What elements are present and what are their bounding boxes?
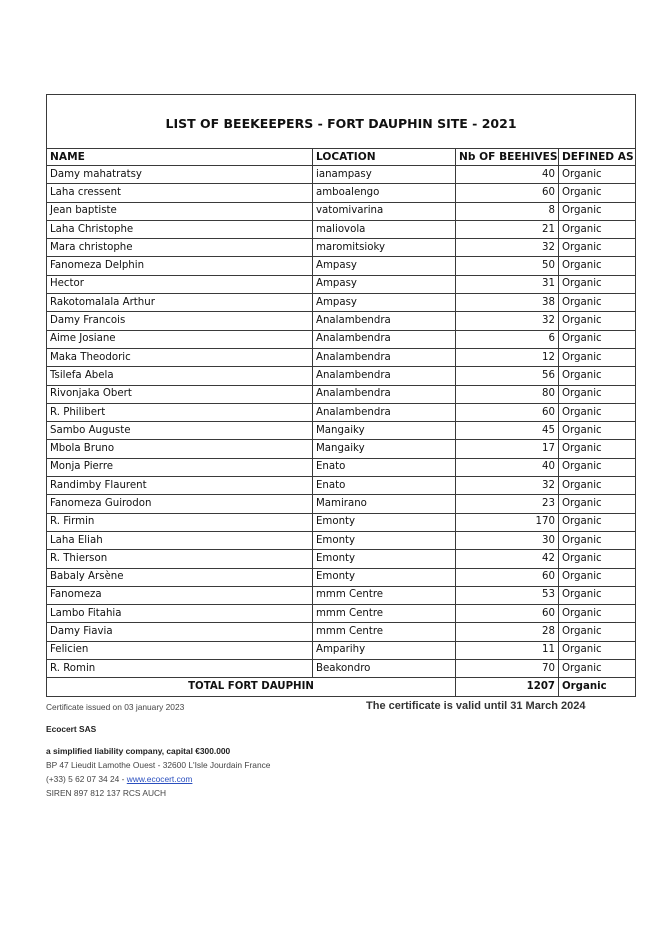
company-phone: (+33) 5 62 07 34 24 -	[46, 774, 127, 784]
cell-location: Emonty	[313, 550, 456, 568]
cell-defined-as: Organic	[559, 330, 636, 348]
table-row	[47, 348, 636, 366]
table-row	[47, 220, 636, 238]
issue-date: Certificate issued on 03 january 2023	[46, 702, 185, 712]
cell-beehives: 17	[456, 440, 559, 458]
cell-defined-as: Organic	[559, 422, 636, 440]
company-name: Ecocert SAS	[46, 724, 97, 734]
cell-location: Mangaiky	[313, 422, 456, 440]
cell-location: Mamirano	[313, 495, 456, 513]
table-row	[47, 239, 636, 257]
cell-name: Fanomeza Guirodon	[47, 495, 313, 513]
cell-defined-as: Organic	[559, 257, 636, 275]
cell-location: Emonty	[313, 531, 456, 549]
cell-beehives: 30	[456, 531, 559, 549]
table-row	[47, 458, 636, 476]
cell-beehives: 56	[456, 367, 559, 385]
table-row	[47, 568, 636, 586]
cell-defined-as: Organic	[559, 294, 636, 312]
cell-location: mmm Centre	[313, 605, 456, 623]
cell-location: Amparihy	[313, 641, 456, 659]
company-contact	[46, 772, 270, 786]
table-row	[47, 495, 636, 513]
cell-beehives: 32	[456, 312, 559, 330]
table-row	[47, 422, 636, 440]
cell-name: Mbola Bruno	[47, 440, 313, 458]
issuer-info	[46, 700, 270, 800]
cell-defined-as: Organic	[559, 312, 636, 330]
cell-name: R. Thierson	[47, 550, 313, 568]
cell-name: Laha Christophe	[47, 220, 313, 238]
cell-defined-as: Organic	[559, 531, 636, 549]
cell-name: Aime Josiane	[47, 330, 313, 348]
column-header-beehives: Nb OF BEEHIVES	[456, 149, 559, 166]
cell-beehives: 38	[456, 294, 559, 312]
table-row	[47, 586, 636, 604]
cell-location: Enato	[313, 458, 456, 476]
cell-beehives: 21	[456, 220, 559, 238]
table-row	[47, 440, 636, 458]
beekeepers-table	[46, 94, 636, 697]
table-title: LIST OF BEEKEEPERS - FORT DAUPHIN SITE - 2021	[47, 95, 636, 149]
cell-beehives: 80	[456, 385, 559, 403]
cell-name: Sambo Auguste	[47, 422, 313, 440]
table-row	[47, 605, 636, 623]
cell-location: ianampasy	[313, 166, 456, 184]
cell-defined-as: Organic	[559, 239, 636, 257]
cell-name: Damy mahatratsy	[47, 166, 313, 184]
cell-name: Damy Francois	[47, 312, 313, 330]
table-row	[47, 513, 636, 531]
cell-beehives: 60	[456, 403, 559, 421]
cell-defined-as: Organic	[559, 184, 636, 202]
cell-defined-as: Organic	[559, 605, 636, 623]
cell-location: Emonty	[313, 513, 456, 531]
total-defined-as: Organic	[559, 678, 636, 696]
table-row	[47, 550, 636, 568]
cell-beehives: 170	[456, 513, 559, 531]
table-row	[47, 660, 636, 678]
cell-defined-as: Organic	[559, 275, 636, 293]
validity-statement: The certificate is valid until 31 March 2024	[366, 700, 586, 712]
cell-name: R. Romin	[47, 660, 313, 678]
company-address: BP 47 Lieudit Lamothe Ouest - 32600 L'Isle Jourdain France	[46, 760, 271, 770]
cell-name: Laha cressent	[47, 184, 313, 202]
cell-name: Felicien	[47, 641, 313, 659]
table-row	[47, 275, 636, 293]
cell-location: Analambendra	[313, 367, 456, 385]
cell-name: Hector	[47, 275, 313, 293]
cell-beehives: 31	[456, 275, 559, 293]
company-siren: SIREN 897 812 137 RCS AUCH	[46, 788, 167, 798]
cell-defined-as: Organic	[559, 660, 636, 678]
cell-beehives: 70	[456, 660, 559, 678]
company-website-link[interactable]: www.ecocert.com	[126, 774, 193, 784]
table-row	[47, 403, 636, 421]
cell-beehives: 28	[456, 623, 559, 641]
cell-beehives: 40	[456, 458, 559, 476]
company-description: a simplified liability company, capital €300.000	[46, 746, 231, 756]
cell-location: Analambendra	[313, 330, 456, 348]
cell-name: Jean baptiste	[47, 202, 313, 220]
cell-defined-as: Organic	[559, 495, 636, 513]
cell-location: maliovola	[313, 220, 456, 238]
cell-beehives: 50	[456, 257, 559, 275]
cell-defined-as: Organic	[559, 367, 636, 385]
table-row	[47, 477, 636, 495]
cell-name: Fanomeza Delphin	[47, 257, 313, 275]
cell-name: Maka Theodoric	[47, 348, 313, 366]
table-row	[47, 385, 636, 403]
cell-location: Analambendra	[313, 385, 456, 403]
cell-name: Mara christophe	[47, 239, 313, 257]
cell-name: Lambo Fitahia	[47, 605, 313, 623]
table-row	[47, 166, 636, 184]
cell-beehives: 6	[456, 330, 559, 348]
cell-defined-as: Organic	[559, 641, 636, 659]
cell-beehives: 23	[456, 495, 559, 513]
cell-location: maromitsioky	[313, 239, 456, 257]
cell-location: Enato	[313, 477, 456, 495]
cell-defined-as: Organic	[559, 477, 636, 495]
cell-location: Analambendra	[313, 312, 456, 330]
cell-defined-as: Organic	[559, 440, 636, 458]
cell-location: Ampasy	[313, 257, 456, 275]
cell-defined-as: Organic	[559, 202, 636, 220]
total-beehives: 1207	[456, 678, 559, 696]
table-header-row	[47, 149, 636, 166]
cell-beehives: 11	[456, 641, 559, 659]
table-row	[47, 623, 636, 641]
cell-location: Emonty	[313, 568, 456, 586]
cell-name: R. Firmin	[47, 513, 313, 531]
cell-beehives: 40	[456, 166, 559, 184]
cell-beehives: 45	[456, 422, 559, 440]
cell-name: Rakotomalala Arthur	[47, 294, 313, 312]
cell-beehives: 53	[456, 586, 559, 604]
cell-name: Rivonjaka Obert	[47, 385, 313, 403]
table-row	[47, 330, 636, 348]
table-row	[47, 367, 636, 385]
cell-defined-as: Organic	[559, 623, 636, 641]
cell-defined-as: Organic	[559, 568, 636, 586]
cell-defined-as: Organic	[559, 403, 636, 421]
cell-location: Analambendra	[313, 348, 456, 366]
cell-name: Damy Fiavia	[47, 623, 313, 641]
cell-beehives: 60	[456, 184, 559, 202]
cell-name: Randimby Flaurent	[47, 477, 313, 495]
cell-defined-as: Organic	[559, 513, 636, 531]
cell-name: Laha Eliah	[47, 531, 313, 549]
cell-beehives: 60	[456, 568, 559, 586]
cell-location: Analambendra	[313, 403, 456, 421]
cell-location: Beakondro	[313, 660, 456, 678]
cell-defined-as: Organic	[559, 586, 636, 604]
cell-beehives: 12	[456, 348, 559, 366]
table-row	[47, 294, 636, 312]
cell-name: R. Philibert	[47, 403, 313, 421]
cell-defined-as: Organic	[559, 385, 636, 403]
total-label: TOTAL FORT DAUPHIN	[47, 678, 456, 696]
cell-defined-as: Organic	[559, 348, 636, 366]
table-row	[47, 641, 636, 659]
cell-name: Babaly Arsène	[47, 568, 313, 586]
column-header-name: NAME	[47, 149, 313, 166]
cell-location: Mangaiky	[313, 440, 456, 458]
table-body	[47, 166, 636, 678]
cell-name: Fanomeza	[47, 586, 313, 604]
cell-name: Monja Pierre	[47, 458, 313, 476]
cell-beehives: 42	[456, 550, 559, 568]
cell-name: Tsilefa Abela	[47, 367, 313, 385]
total-row	[47, 678, 636, 696]
table-row	[47, 312, 636, 330]
cell-location: mmm Centre	[313, 623, 456, 641]
cell-defined-as: Organic	[559, 550, 636, 568]
cell-defined-as: Organic	[559, 458, 636, 476]
cell-defined-as: Organic	[559, 220, 636, 238]
table-row	[47, 184, 636, 202]
cell-beehives: 8	[456, 202, 559, 220]
cell-location: amboalengo	[313, 184, 456, 202]
cell-location: Ampasy	[313, 275, 456, 293]
table-row	[47, 202, 636, 220]
cell-defined-as: Organic	[559, 166, 636, 184]
cell-location: Ampasy	[313, 294, 456, 312]
cell-beehives: 32	[456, 239, 559, 257]
cell-beehives: 32	[456, 477, 559, 495]
table-row	[47, 531, 636, 549]
table-row	[47, 257, 636, 275]
column-header-location: LOCATION	[313, 149, 456, 166]
cell-location: vatomivarina	[313, 202, 456, 220]
column-header-defined-as: DEFINED AS	[559, 149, 636, 166]
cell-beehives: 60	[456, 605, 559, 623]
cell-location: mmm Centre	[313, 586, 456, 604]
